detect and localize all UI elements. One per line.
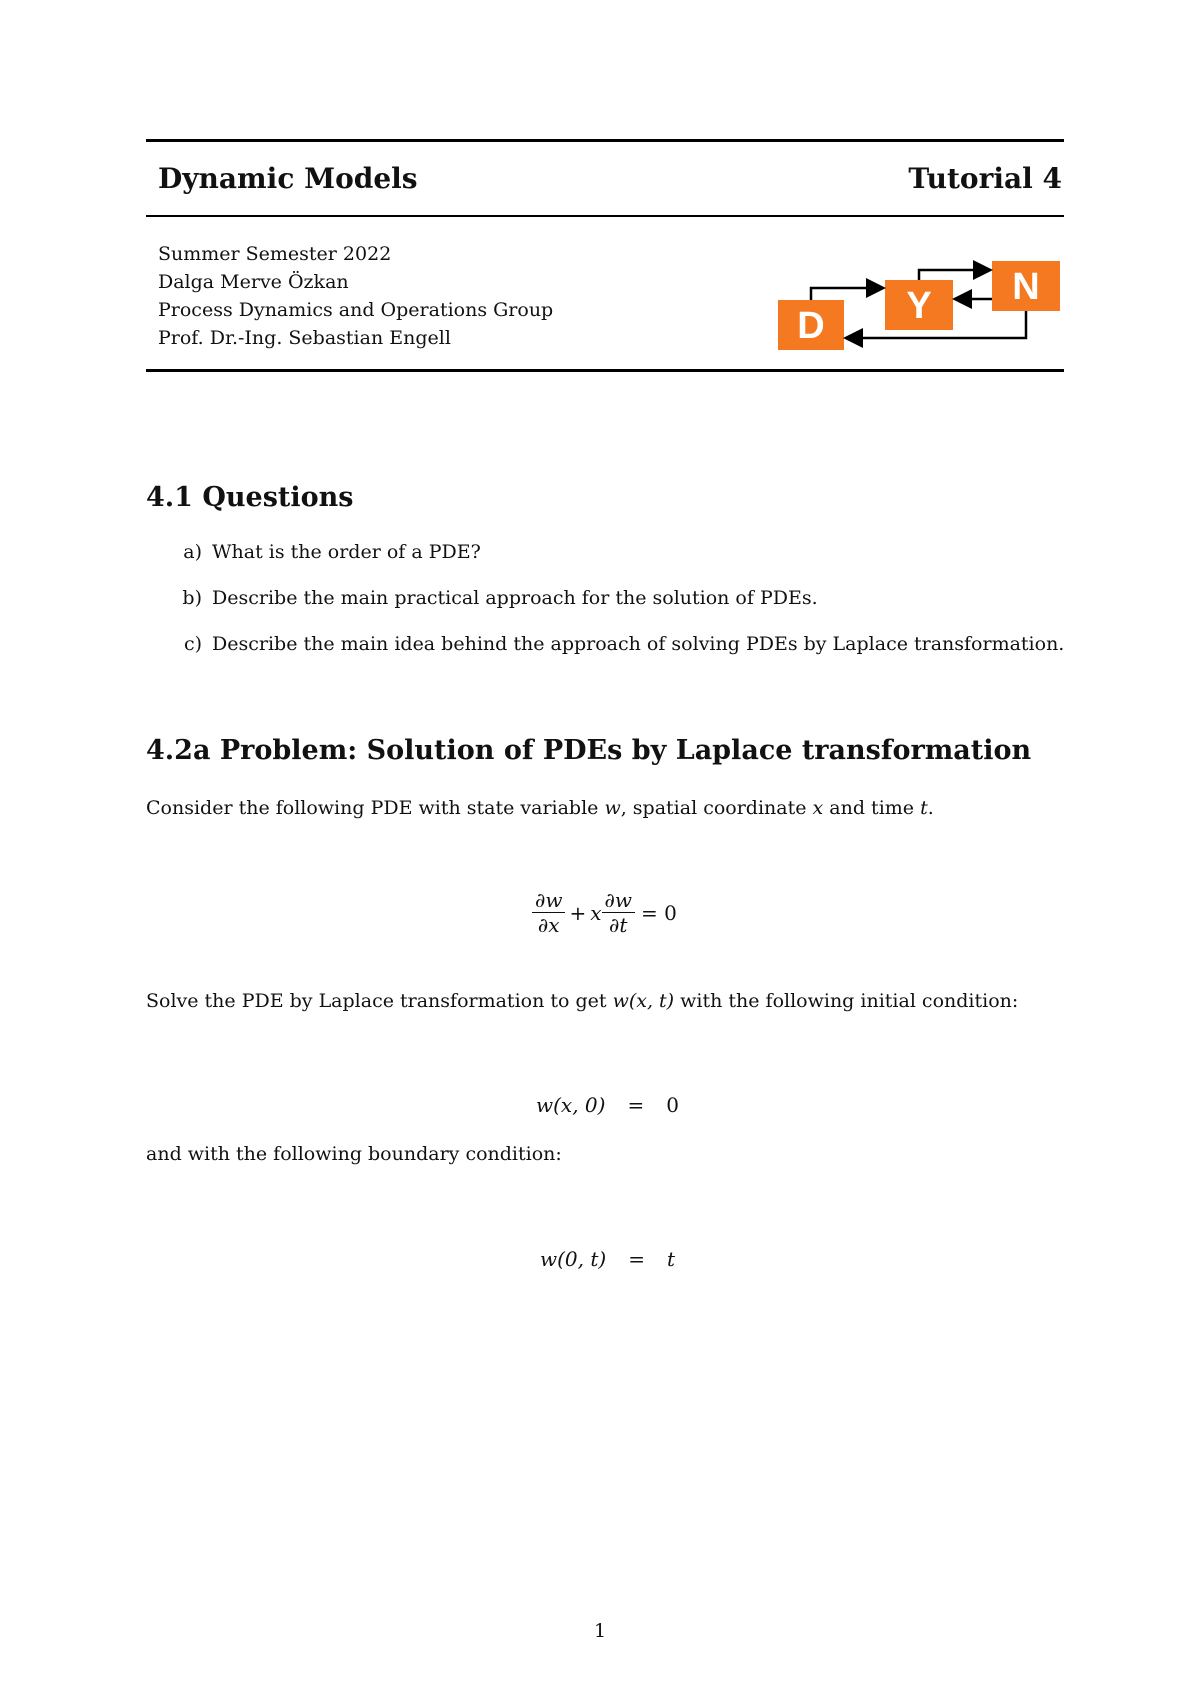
professor-name: Prof. Dr.-Ing. Sebastian Engell [158, 327, 451, 349]
problem-intro [146, 797, 934, 819]
solve-expression: w(x, t) [612, 990, 675, 1012]
question-b [170, 587, 818, 609]
logo-letter-n: N [1012, 266, 1040, 308]
intro-text: and time [823, 797, 921, 819]
question-text: Describe the main practical approach for the solution of PDEs. [212, 587, 818, 609]
boundary-condition [540, 1247, 675, 1271]
tutor-name: Dalga Merve Özkan [158, 271, 349, 293]
title-rule [146, 215, 1064, 217]
initial-lhs: w(x, 0) [536, 1093, 606, 1117]
coefficient-x: x [590, 900, 602, 925]
fraction-dw-dt [602, 888, 635, 937]
denominator: ∂x [537, 913, 560, 937]
header-meta [158, 240, 553, 352]
logo-arrow-y-n [919, 270, 988, 280]
question-text: Describe the main idea behind the approach of solving PDEs by Laplace transformation. [212, 633, 1065, 655]
section-questions-heading: 4.1 Questions [146, 482, 354, 513]
question-text: What is the order of a PDE? [212, 541, 481, 563]
var-x: x [812, 797, 824, 819]
question-c [170, 633, 1064, 655]
semester: Summer Semester 2022 [158, 243, 392, 265]
initial-rhs: 0 [666, 1093, 679, 1117]
pde-rhs: = 0 [640, 900, 677, 925]
question-label: c) [183, 633, 202, 655]
initial-condition [536, 1093, 679, 1117]
numerator: ∂w [532, 888, 565, 913]
solve-text: Solve the PDE by Laplace transformation to get [146, 990, 613, 1012]
header-bottom-rule [146, 369, 1064, 372]
boundary-lhs: w(0, t) [540, 1247, 607, 1271]
logo-arrow-d-y [811, 288, 881, 300]
logo-letter-d: D [797, 305, 825, 347]
course-title: Dynamic Models [158, 162, 418, 195]
dyn-logo [770, 255, 1070, 355]
intro-text: . [927, 797, 934, 819]
intro-text: , spatial coordinate [620, 797, 813, 819]
top-rule [146, 139, 1064, 142]
solve-instruction [146, 990, 1018, 1012]
equals-sign: = [627, 1093, 645, 1117]
section-problem-heading: 4.2a Problem: Solution of PDEs by Laplace transformation [146, 735, 1032, 766]
var-t: t [920, 797, 928, 819]
intro-text: Consider the following PDE with state variable [146, 797, 605, 819]
boundary-intro: and with the following boundary condition: [146, 1143, 562, 1165]
page-number: 1 [593, 1620, 607, 1642]
fraction-dw-dx [532, 888, 565, 937]
question-label: a) [183, 541, 202, 563]
denominator: ∂t [609, 913, 628, 937]
tutorial-number: Tutorial 4 [908, 162, 1062, 195]
logo-letter-y: Y [906, 285, 932, 327]
group-name: Process Dynamics and Operations Group [158, 299, 554, 321]
var-w: w [604, 797, 621, 819]
plus-sign: + [569, 900, 587, 925]
question-a [170, 541, 481, 563]
numerator: ∂w [602, 888, 635, 913]
boundary-rhs: t [666, 1247, 676, 1271]
question-label: b) [182, 587, 202, 609]
pde-equation [532, 888, 677, 937]
solve-text: with the following initial condition: [674, 990, 1019, 1012]
equals-sign: = [628, 1247, 645, 1271]
